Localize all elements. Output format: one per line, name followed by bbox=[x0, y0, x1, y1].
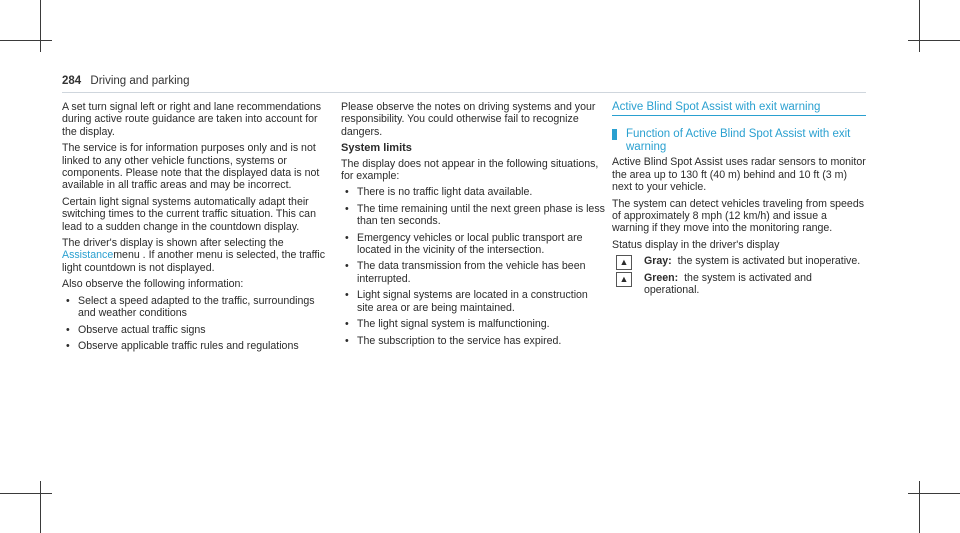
section-title: Active Blind Spot Assist with exit warning bbox=[612, 101, 866, 116]
paragraph: Status display in the driver's display bbox=[612, 238, 780, 251]
column-1 bbox=[62, 101, 326, 356]
status-text: the system is activated and operational. bbox=[644, 271, 812, 297]
subsection-heading-text: Function of Active Blind Spot Assist with exit warning bbox=[626, 128, 851, 154]
list-item: • Light signal systems are located in a construction site area or are being maintained. bbox=[341, 289, 605, 314]
status-text: the system is activated but inoperative. bbox=[677, 255, 861, 268]
list-item: • Observe applicable traffic rules and regulations bbox=[62, 340, 326, 352]
header-rule bbox=[62, 92, 866, 93]
crop-mark bbox=[919, 0, 920, 52]
list-item: • Observe actual traffic signs bbox=[62, 324, 326, 336]
paragraph: Certain light signal systems automatically adapt their switching times to the current traffic situation. This can lead to a sudden change in the countdown display. bbox=[62, 195, 316, 233]
paragraph: The system can detect vehicles traveling from speeds of approximately 8 mph (12 km/h) and issue a warning if they move into the monitoring range. bbox=[612, 197, 865, 235]
list-item: • Emergency vehicles or local public transport are located in the vicinity of the intersection. bbox=[341, 232, 605, 257]
status-green bbox=[612, 272, 866, 297]
text: The driver's display is shown after selecting the bbox=[62, 237, 284, 250]
assistance-menu-link[interactable]: Assistance bbox=[62, 249, 114, 262]
crop-mark bbox=[908, 493, 960, 494]
text: menu . If another menu is selected, the traffic light countdown is not displayed. bbox=[62, 249, 326, 274]
list-item: • The time remaining until the next green phase is less than ten seconds. bbox=[341, 203, 605, 228]
list-item: • The subscription to the service has expired. bbox=[341, 335, 605, 347]
chapter-title: Driving and parking bbox=[90, 75, 190, 87]
crop-mark bbox=[0, 493, 52, 494]
crop-mark bbox=[40, 481, 41, 533]
paragraph bbox=[62, 237, 326, 274]
subsection-heading bbox=[612, 128, 866, 154]
blind-spot-icon: ▲ bbox=[616, 272, 632, 287]
column-2 bbox=[341, 101, 605, 351]
status-gray bbox=[612, 255, 866, 267]
paragraph: Active Blind Spot Assist uses radar sensors to monitor the area up to 130 ft (40 m) behind and 10 ft (3 m) next to your vehicle. bbox=[612, 156, 866, 194]
status-label: Green: bbox=[644, 271, 679, 284]
heading-marker bbox=[612, 129, 617, 140]
bullet-list bbox=[341, 186, 605, 346]
crop-mark bbox=[908, 40, 960, 41]
paragraph: A set turn signal left or right and lane recommendations during active route guidance are taken into account for the display. bbox=[62, 101, 322, 138]
page-header bbox=[62, 75, 189, 87]
crop-mark bbox=[40, 0, 41, 52]
system-limits-heading: System limits bbox=[341, 142, 412, 155]
list-item: • There is no traffic light data available. bbox=[341, 186, 605, 198]
list-item: • Select a speed adapted to the traffic, surroundings and weather conditions bbox=[62, 295, 326, 320]
crop-mark bbox=[0, 40, 52, 41]
crop-mark bbox=[919, 481, 920, 533]
list-item: • The data transmission from the vehicle has been interrupted. bbox=[341, 260, 605, 285]
status-label: Gray: bbox=[644, 255, 672, 268]
page-number: 284 bbox=[62, 75, 82, 87]
column-3 bbox=[612, 101, 866, 300]
paragraph: The display does not appear in the following situations, for example: bbox=[341, 157, 599, 183]
paragraph: Also observe the following information: bbox=[62, 278, 244, 291]
bullet-list bbox=[62, 295, 326, 353]
blind-spot-icon: ▲ bbox=[616, 255, 632, 270]
paragraph: Please observe the notes on driving systems and your responsibility. You could otherwise fail to recognize dangers. bbox=[341, 101, 596, 138]
paragraph: The service is for information purposes only and is not linked to any other vehicle functions, systems or components. Please note that the displayed data is not available in all traffic areas and may be incorrect. bbox=[62, 142, 320, 192]
list-item: • The light signal system is malfunctioning. bbox=[341, 318, 605, 330]
